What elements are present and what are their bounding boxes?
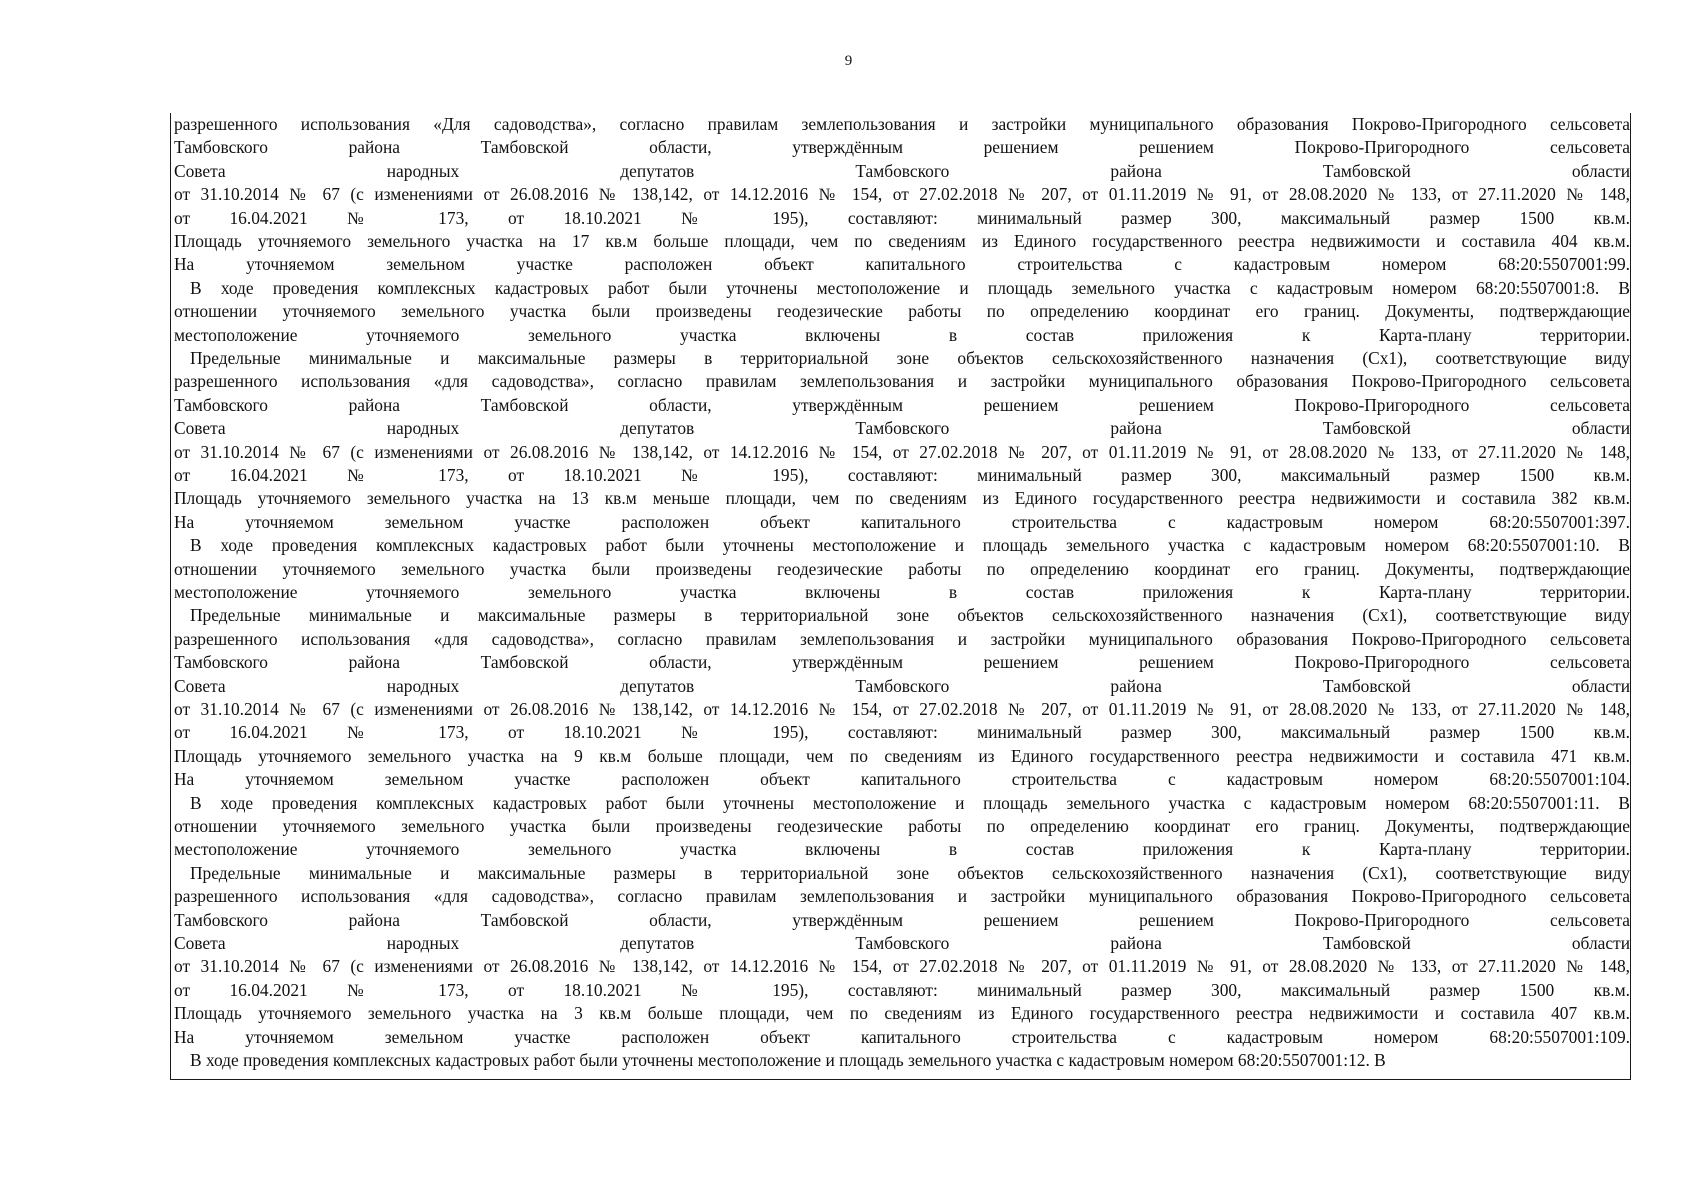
text-line: Площадь уточняемого земельного участка на 17 кв.м больше площади, чем по сведениям из Единого государственного реестра недвижимости и составила 404 кв.м. [174, 231, 1630, 251]
text-line: Тамбовского района Тамбовской области, утверждённым решением решением Покрово-Пригородного сельсовета [174, 394, 1630, 415]
text-line: Предельные минимальные и максимальные размеры в территориальной зоне объектов сельскохозяйственного назначения (Сх1), соответствующие виду [190, 862, 1630, 883]
text-line: Тамбовского района Тамбовской области, утверждённым решением решением Покрово-Пригородного сельсовета [174, 652, 1630, 673]
text-line: местоположение уточняемого земельного участка включены в состав приложения к Карта-плану территории. [174, 839, 1630, 860]
text-line: На уточняемом земельном участке расположен объект капитального строительства с кадастровым номером 68:20:5507001:99. [174, 254, 1630, 275]
text-line: Совета народных депутатов Тамбовского района Тамбовской области [174, 160, 1630, 181]
text-line: В ходе проведения комплексных кадастровых работ были уточнены местоположение и площадь земельного участка с кадастровым номером 68:20:5507001:12. В [190, 1050, 1386, 1070]
text-line: В ходе проведения комплексных кадастровых работ были уточнены местоположение и площадь земельного участка с кадастровым номером 68:20:5507001:10. В [190, 535, 1630, 556]
text-line: разрешенного использования «Для садоводства», согласно правилам землепользования и застройки муниципального образования Покрово-Пригородного сельсовета [174, 114, 1630, 134]
text-line: отношении уточняемого земельного участка были произведены геодезические работы по определению координат его границ. Документы, подтверждающие [174, 301, 1630, 322]
text-line: разрешенного использования «для садоводства», согласно правилам землепользования и застройки муниципального образования Покрово-Пригородного сельсовета [174, 371, 1630, 392]
text-line: от 31.10.2014 № 67 (с изменениями от 26.08.2016 № 138,142, от 14.12.2016 № 154, от 27.02.2018 № 207, от 01.11.2019 № 91, от 28.08.2020 № 133, от 27.11.2020 № 148, [174, 184, 1630, 205]
text-line: разрешенного использования «для садоводства», согласно правилам землепользования и застройки муниципального образования Покрово-Пригородного сельсовета [174, 886, 1630, 907]
text-line: от 16.04.2021 № 173, от 18.10.2021 № 195), составляют: минимальный размер 300, максимальный размер 1500 кв.м. [174, 979, 1630, 1000]
text-line: отношении уточняемого земельного участка были произведены геодезические работы по определению координат его границ. Документы, подтверждающие [174, 816, 1630, 836]
text-line: от 31.10.2014 № 67 (с изменениями от 26.08.2016 № 138,142, от 14.12.2016 № 154, от 27.02.2018 № 207, от 01.11.2019 № 91, от 28.08.2020 № 133, от 27.11.2020 № 148, [174, 441, 1630, 462]
text-line: Площадь уточняемого земельного участка на 13 кв.м меньше площади, чем по сведениям из Единого государственного реестра недвижимости и составила 382 кв.м. [174, 488, 1630, 509]
text-line: Совета народных депутатов Тамбовского района Тамбовской области [174, 933, 1630, 953]
text-line: На уточняемом земельном участке расположен объект капитального строительства с кадастровым номером 68:20:5507001:104. [174, 769, 1630, 790]
text-line: Совета народных депутатов Тамбовского района Тамбовской области [174, 418, 1630, 439]
text-line: На уточняемом земельном участке расположен объект капитального строительства с кадастровым номером 68:20:5507001:397. [174, 511, 1630, 532]
text-line: Площадь уточняемого земельного участка на 3 кв.м больше площади, чем по сведениям из Единого государственного реестра недвижимости и составила 407 кв.м. [174, 1003, 1630, 1024]
text-line: Совета народных депутатов Тамбовского района Тамбовской области [174, 675, 1630, 696]
text-line: от 16.04.2021 № 173, от 18.10.2021 № 195), составляют: минимальный размер 300, максимальный размер 1500 кв.м. [174, 465, 1630, 485]
text-line: В ходе проведения комплексных кадастровых работ были уточнены местоположение и площадь земельного участка с кадастровым номером 68:20:5507001:8. В [190, 277, 1630, 298]
text-line: Площадь уточняемого земельного участка на 9 кв.м больше площади, чем по сведениям из Единого государственного реестра недвижимости и составила 471 кв.м. [174, 745, 1630, 766]
text-line: местоположение уточняемого земельного участка включены в состав приложения к Карта-плану территории. [174, 582, 1630, 602]
text-line: В ходе проведения комплексных кадастровых работ были уточнены местоположение и площадь земельного участка с кадастровым номером 68:20:5507001:11. В [190, 792, 1630, 813]
text-line: от 16.04.2021 № 173, от 18.10.2021 № 195), составляют: минимальный размер 300, максимальный размер 1500 кв.м. [174, 722, 1630, 743]
text-line: Тамбовского района Тамбовской области, утверждённым решением решением Покрово-Пригородного сельсовета [174, 909, 1630, 930]
text-line: разрешенного использования «для садоводства», согласно правилам землепользования и застройки муниципального образования Покрово-Пригородного сельсовета [174, 628, 1630, 649]
text-line: местоположение уточняемого земельного участка включены в состав приложения к Карта-плану территории. [174, 324, 1630, 345]
text-line: от 31.10.2014 № 67 (с изменениями от 26.08.2016 № 138,142, от 14.12.2016 № 154, от 27.02.2018 № 207, от 01.11.2019 № 91, от 28.08.2020 № 133, от 27.11.2020 № 148, [174, 699, 1630, 719]
text-line: На уточняемом земельном участке расположен объект капитального строительства с кадастровым номером 68:20:5507001:109. [174, 1026, 1630, 1047]
text-frame [170, 113, 1631, 1080]
text-line: от 16.04.2021 № 173, от 18.10.2021 № 195), составляют: минимальный размер 300, максимальный размер 1500 кв.м. [174, 207, 1630, 228]
text-line: отношении уточняемого земельного участка были произведены геодезические работы по определению координат его границ. Документы, подтверждающие [174, 558, 1630, 579]
text-line: Тамбовского района Тамбовской области, утверждённым решением решением Покрово-Пригородного сельсовета [174, 137, 1630, 158]
page-number: 9 [844, 53, 853, 69]
text-line: от 31.10.2014 № 67 (с изменениями от 26.08.2016 № 138,142, от 14.12.2016 № 154, от 27.02.2018 № 207, от 01.11.2019 № 91, от 28.08.2020 № 133, от 27.11.2020 № 148, [174, 956, 1630, 977]
text-line: Предельные минимальные и максимальные размеры в территориальной зоне объектов сельскохозяйственного назначения (Сх1), соответствующие виду [190, 348, 1630, 368]
text-line: Предельные минимальные и максимальные размеры в территориальной зоне объектов сельскохозяйственного назначения (Сх1), соответствующие виду [190, 605, 1630, 626]
